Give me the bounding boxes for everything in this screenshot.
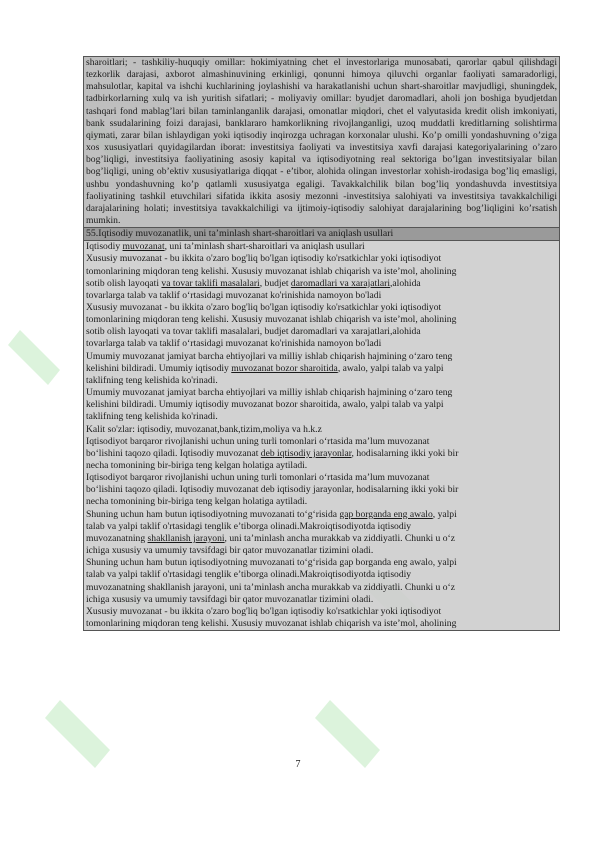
text-run: kelishini bildiradi. Umumiy iqtisodiy muvozanat bozor sharoitida, awalo, yalpi talab va yalpi	[86, 399, 444, 411]
text-line	[86, 496, 557, 508]
text-run: tomonlarining miqdoran teng kelishi. Xususiy muvozanat ishlab chiqarish va iste’mol, aholining	[86, 265, 457, 277]
text-run: Umumiy muvozanat jamiyat barcha ehtiyojlari va milliy ishlab chiqarish hajmining o‘zaro teng	[86, 387, 453, 399]
text-line	[86, 460, 557, 472]
text-run: bo‘lishini taqozo qiladi. Iqtisodiy muvozanat deb iqtisodiy jarayonlar, hodisalarning ikki yoki bir	[86, 484, 459, 496]
text-run: ichiga xususiy va umumiy tavsifdagi bir qator muvozanatlar tizimini oladi.	[86, 593, 374, 605]
text-line	[86, 509, 557, 521]
document-table	[83, 56, 560, 631]
text-run: necha tomonining bir-biriga teng kelgan holatiga aytiladi.	[86, 460, 308, 471]
text-line	[86, 448, 557, 460]
text-line	[86, 484, 557, 496]
underlined-phrase: gap borganda eng awalo	[339, 508, 433, 520]
text-run: , uni ta’minlash shart-sharoitlari va aniqlash usullari	[164, 241, 365, 253]
text-line	[86, 314, 557, 326]
text-line	[86, 424, 557, 436]
text-run: tomonlarining miqdoran teng kelishi. Xususiy muvozanat ishlab chiqarish va iste’mol, aholining	[86, 618, 457, 630]
text-line	[86, 545, 557, 557]
text-run: tovarlarga talab va taklif o‘rtasidagi muvozanat ko'rinishida namoyon bo'ladi	[86, 338, 382, 350]
text-run: sotib olish layoqati	[86, 277, 162, 289]
text-line	[86, 569, 557, 581]
question-heading: 55.Iqtisodiy muvozanatlik, uni ta’minlash shart-sharoitlari va aniqlash usullari	[84, 228, 559, 241]
text-run: Iqtisodiyot barqaror rivojlanishi uchun uning turli tomonlari o‘rtasida ma’lum muvozanat	[86, 435, 430, 447]
underlined-phrase: muvozanat	[122, 241, 165, 253]
text-line	[86, 253, 557, 265]
text-line	[86, 387, 557, 399]
text-run: , awalo, yalpi talab va yalpi	[337, 362, 444, 374]
text-run: , budjet	[259, 277, 291, 289]
text-line	[86, 290, 557, 302]
text-line	[86, 521, 557, 533]
text-line	[86, 363, 557, 375]
text-line	[86, 594, 557, 606]
text-line	[86, 278, 557, 290]
text-run: tovarlarga talab va taklif o‘rtasidagi muvozanat ko'rinishida namoyon bo'ladi	[86, 289, 382, 301]
text-run: , yalpi	[432, 508, 457, 520]
text-block-investment-factors	[84, 57, 559, 228]
text-line	[86, 241, 557, 253]
text-run: muvozanatning	[86, 532, 148, 544]
text-run: muvozanatning shakllanish jarayoni, uni ta’minlash ancha murakkab va ziddiyatli. Chunki u o‘z	[86, 581, 455, 593]
text-line	[86, 399, 557, 411]
text-line	[86, 326, 557, 338]
underlined-phrase: va tovar taklifi masalalari	[161, 277, 260, 289]
text-run: Kalit so'zlar: iqtisodiy, muvozanat,bank,tizim,moliya va h.k.z	[86, 423, 322, 435]
text-run: sotib olish layoqati va tovar taklifi masalalari, budjet daromadlari va xarajatlari,alohida	[86, 326, 421, 338]
text-run: Xususiy muvozanat - bu ikkita o'zaro bog'liq bo'lgan iqtisodiy ko'rsatkichlar yoki iqtisodiyot	[86, 253, 442, 265]
text-run: , uni ta’minlash ancha murakkab va ziddiyatli. Chunki u o‘z	[224, 532, 456, 544]
text-line	[86, 302, 557, 314]
underlined-phrase: deb iqtisodiy jarayonlar	[260, 447, 352, 459]
text-line	[86, 557, 557, 569]
text-line	[86, 606, 557, 618]
text-line	[86, 266, 557, 278]
underlined-phrase: muvozanat bozor sharoitida	[231, 362, 338, 374]
text-line	[86, 582, 557, 594]
text-run: , hodisalarning ikki yoki bir	[351, 447, 459, 459]
text-run: kelishini bildiradi. Umumiy iqtisodiy	[86, 362, 232, 374]
text-line	[86, 351, 557, 363]
text-line	[86, 472, 557, 484]
text-block-equilibrium	[84, 241, 559, 630]
text-run: Umumiy muvozanat jamiyat barcha ehtiyojlari va milliy ishlab chiqarish hajmining o‘zaro teng	[86, 350, 453, 362]
text-run: Shuning uchun ham butun iqtisodiyotning muvozanati to‘g‘risida	[86, 508, 340, 520]
text-line	[86, 338, 557, 350]
text-run: Shuning uchun ham butun iqtisodiyotning muvozanati to‘g‘risida gap borganda eng awalo, yalpi	[86, 557, 457, 569]
text-line	[86, 375, 557, 387]
paragraph: sharoitlari; - tashkiliy-huquqiy omillar: hokimiyatning chet el investorlariga munosabati, qarorlar qabul qilishdagi tezkorlik darajasi, axborot almashinuvining erkinligi, qonunni himoya qiluvchi organlar faoliyati samaradorligi, mahsulotlar, kapital va ishchi kuchlarining joylashishi va harakatlanishi uchun shart-sharoitlar mavjudligi, shuningdek, tadbirkorlarning xulq va ish yuritish sifatlari; - moliyaviy omillar: byudjet daromadlari, aholi jon boshiga byudjetdan tashqari fond mablag’lari bilan taminlanganlik darajasi, omonatlar miqdori, chet el valyutasida kredit olish imkoniyati, bank ssudalarining foizi darajasi, banklararo hamkorlikning rivojlanganligi, uzoq muddatli kreditlarning solishtirma qiymati, zarar bilan ishlaydigan yoki iqtisodiy inqirozga uchragan korxonalar ulushi. Ko’p omilli yondashuvning o’ziga xos xususiyatlari quyidagilardan iborat: investitsiya faoliyati va investitsiya xavfi darajasi kategoriyalarining o’zaro bog’liqligi, investitsiya faoliyatining asosiy kapital va iqtisodiyotning real sektoriga bo’lgan investitsiyalar bilan bog’liqligi, uning ob’ektiv xususiyatlariga diqqat - e’tibor, alohida olingan investorlar xohish-irodasiga bog’liq emasligi, ushbu yondashuvning ko’p qatlamli xususiyatga egaligi. Tavakkalchilik bilan bog’liq yondashuvda investitsiya faoliyatining tashkil etuvchilari sifatida ikkita asosiy mezonni -investitsiya salohiyati va investitsiya tavakkalchiligi darajalarining holati; investitsiya tavakkalchiligi va ijtimoiy-iqtisodiy salohiyat darajalarining bog’liqligini ko’rsatish mumkin.	[86, 57, 557, 227]
text-line	[86, 618, 557, 630]
text-run: Xususiy muvozanat - bu ikkita o'zaro bog'liq bo'lgan iqtisodiy ko'rsatkichlar yoki iqtisodiyot	[86, 301, 442, 313]
text-run: Iqtisodiyot barqaror rivojlanishi uchun uning turli tomonlari o‘rtasida ma’lum muvozanat	[86, 472, 430, 484]
text-run: ichiga xususiy va umumiy tavsifdagi bir qator muvozanatlar tizimini oladi.	[86, 545, 374, 557]
text-run: taklifning teng kelishida ko'rinadi.	[86, 374, 218, 386]
text-run: Iqtisodiy	[86, 241, 123, 253]
underlined-phrase: shakllanish jarayoni	[147, 532, 225, 544]
text-run: taklifning teng kelishida ko'rinadi.	[86, 411, 218, 423]
text-line	[86, 436, 557, 448]
text-run: Xususiy muvozanat - bu ikkita o'zaro bog'liq bo'lgan iqtisodiy ko'rsatkichlar yoki iqtisodiyot	[86, 605, 442, 617]
text-run: bo‘lishini taqozo qiladi. Iqtisodiy muvozanat	[86, 447, 261, 459]
page-number: 7	[295, 759, 301, 770]
text-run: tomonlarining miqdoran teng kelishi. Xususiy muvozanat ishlab chiqarish va iste’mol, aholining	[86, 314, 457, 326]
text-run: ,alohida	[390, 277, 421, 289]
underlined-phrase: daromadlari va xarajatlari	[290, 277, 390, 289]
text-run: talab va yalpi taklif o'rtasidagi tenglik e’tiborga olinadi.Makroiqtisodiyotda iqtisodiy	[86, 569, 412, 581]
text-line	[86, 411, 557, 423]
text-run: necha tomonining bir-biriga teng kelgan holatiga aytiladi.	[86, 496, 308, 508]
text-line	[86, 533, 557, 545]
text-run: talab va yalpi taklif o'rtasidagi tenglik e’tiborga olinadi.Makroiqtisodiyotda iqtisodiy	[86, 520, 412, 532]
